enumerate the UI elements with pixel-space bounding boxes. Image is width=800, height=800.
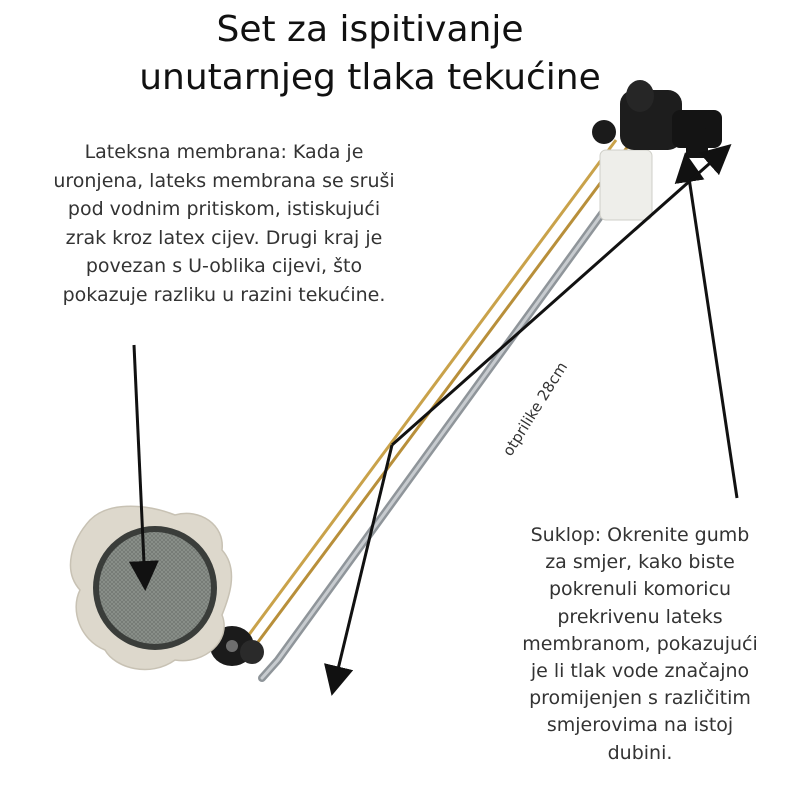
dimension-label: otprilike 28cm [498,358,572,460]
page-title [40,6,700,102]
title-line-2: unutarnjeg tlaka tekućine [139,57,601,98]
knob-annotation: Suklop: Okrenite gumb za smjer, kako biste pokrenuli komoricu prekrivenu lateks membranom, pokazujući je li tlak vode značajno promijenjen s različitim smjerovima na istoj dubini. [522,524,758,764]
membrane-chamber [71,506,232,669]
membrane-annotation: Lateksna membrana: Kada je uronjena, lateks membrana se sruši pod vodnim pritiskom, istiskujući zrak kroz latex cijev. Drugi kraj je povezan s U-oblika cijevi, što pokazuje razliku u razini tekućine. [53,141,395,306]
title-line-1: Set za ispitivanje [216,9,524,50]
dimension-arrow-up [392,148,727,445]
knob-pointer-arrow [686,158,737,498]
